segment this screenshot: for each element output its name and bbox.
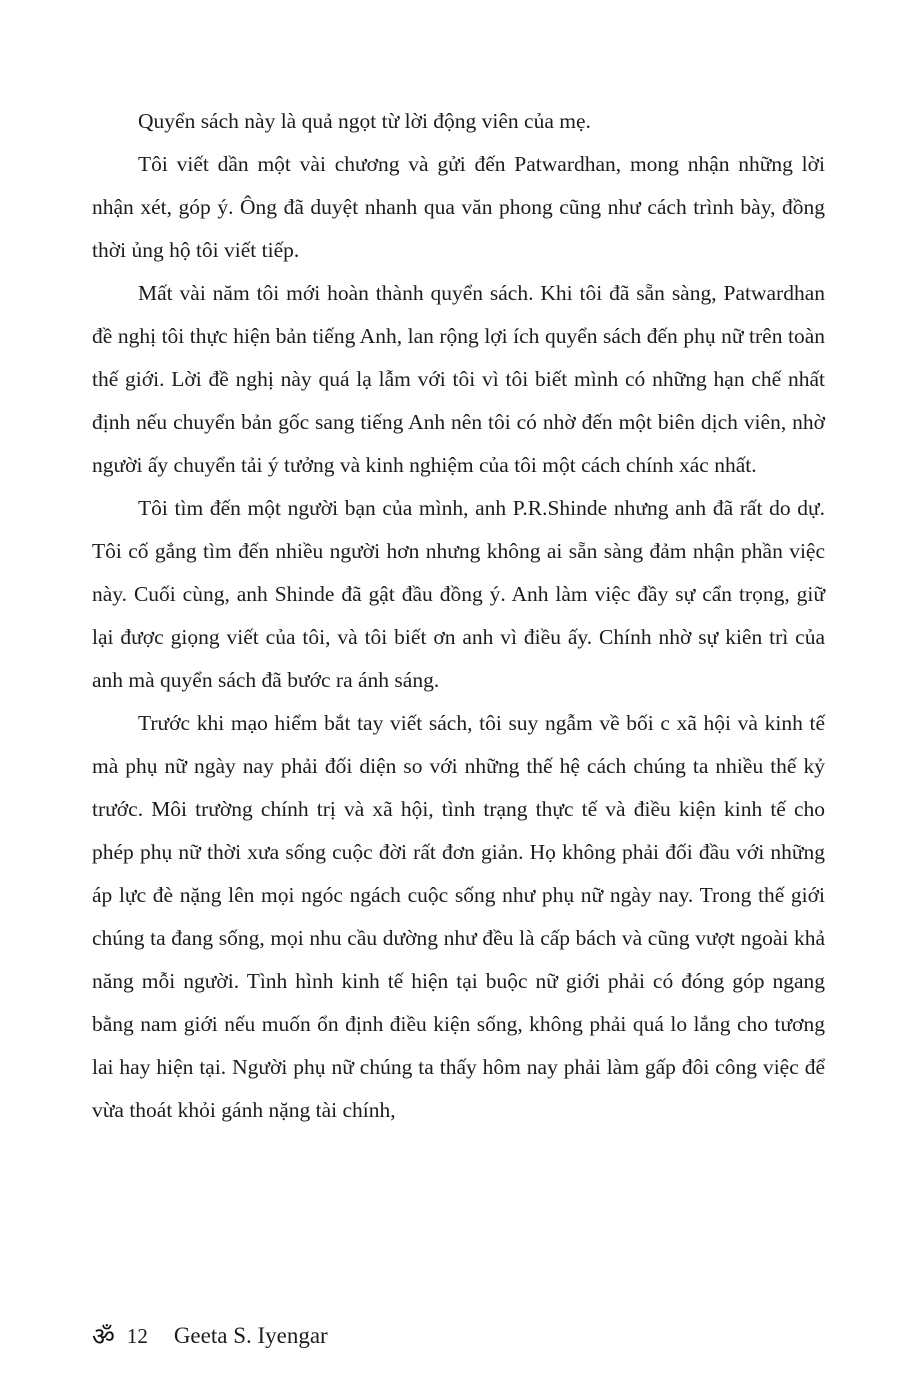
paragraph: Mất vài năm tôi mới hoàn thành quyển sách. Khi tôi đã sẵn sàng, Patwardhan đề nghị tôi thực hiện bản tiếng Anh, lan rộng lợi ích quyển sách đến phụ nữ trên toàn thế giới. Lời đề nghị này quá lạ lẫm với tôi vì tôi biết mình có những hạn chế nhất định nếu chuyển bản gốc sang tiếng Anh nên tôi có nhờ đến một biên dịch viên, nhờ người ấy chuyển tải ý tưởng và kinh nghiệm của tôi một cách chính xác nhất. — [92, 281, 825, 477]
page-footer — [92, 1322, 825, 1349]
footer-author: Geeta S. Iyengar — [173, 1323, 328, 1348]
om-icon: ॐ — [92, 1322, 115, 1351]
paragraph: Tôi tìm đến một người bạn của mình, anh P.R.Shinde nhưng anh đã rất do dự. Tôi cố gắng tìm đến nhiều người hơn nhưng không ai sẵn sàng đảm nhận phần việc này. Cuối cùng, anh Shinde đã gật đầu đồng ý. Anh làm việc đầy sự cẩn trọng, giữ lại được giọng viết của tôi, và tôi biết ơn anh vì điều ấy. Chính nhờ sự kiên trì của anh mà quyển sách đã bước ra ánh sáng. — [92, 496, 825, 692]
paragraph: Quyển sách này là quả ngọt từ lời động viên của mẹ. — [138, 109, 591, 133]
paragraph: Trước khi mạo hiểm bắt tay viết sách, tôi suy ngẫm về bối c xã hội và kinh tế mà phụ nữ ngày nay phải đối diện so với những thế hệ cách chúng ta nhiều thế kỷ trước. Môi trường chính trị và xã hội, tình trạng thực tế và điều kiện kinh tế cho phép phụ nữ thời xưa sống cuộc đời rất đơn giản. Họ không phải đối đầu với những áp lực đè nặng lên mọi ngóc ngách cuộc sống như phụ nữ ngày nay. Trong thế giới chúng ta đang sống, mọi nhu cầu dường như đều là cấp bách và cũng vượt ngoài khả năng mỗi người. Tình hình kinh tế hiện tại buộc nữ giới phải có đóng góp ngang bằng nam giới nếu muốn ổn định điều kiện sống, không phải quá lo lắng cho tương lai hay hiện tại. Người phụ nữ chúng ta thấy hôm nay phải làm gấp đôi công việc để vừa thoát khỏi gánh nặng tài chính, — [92, 711, 825, 1122]
page-number: 12 — [126, 1324, 148, 1348]
body-text — [92, 100, 825, 1132]
paragraph: Tôi viết dần một vài chương và gửi đến Patwardhan, mong nhận những lời nhận xét, góp ý. Ông đã duyệt nhanh qua văn phong cũng như cách trình bày, đồng thời ủng hộ tôi viết tiếp. — [92, 152, 825, 262]
